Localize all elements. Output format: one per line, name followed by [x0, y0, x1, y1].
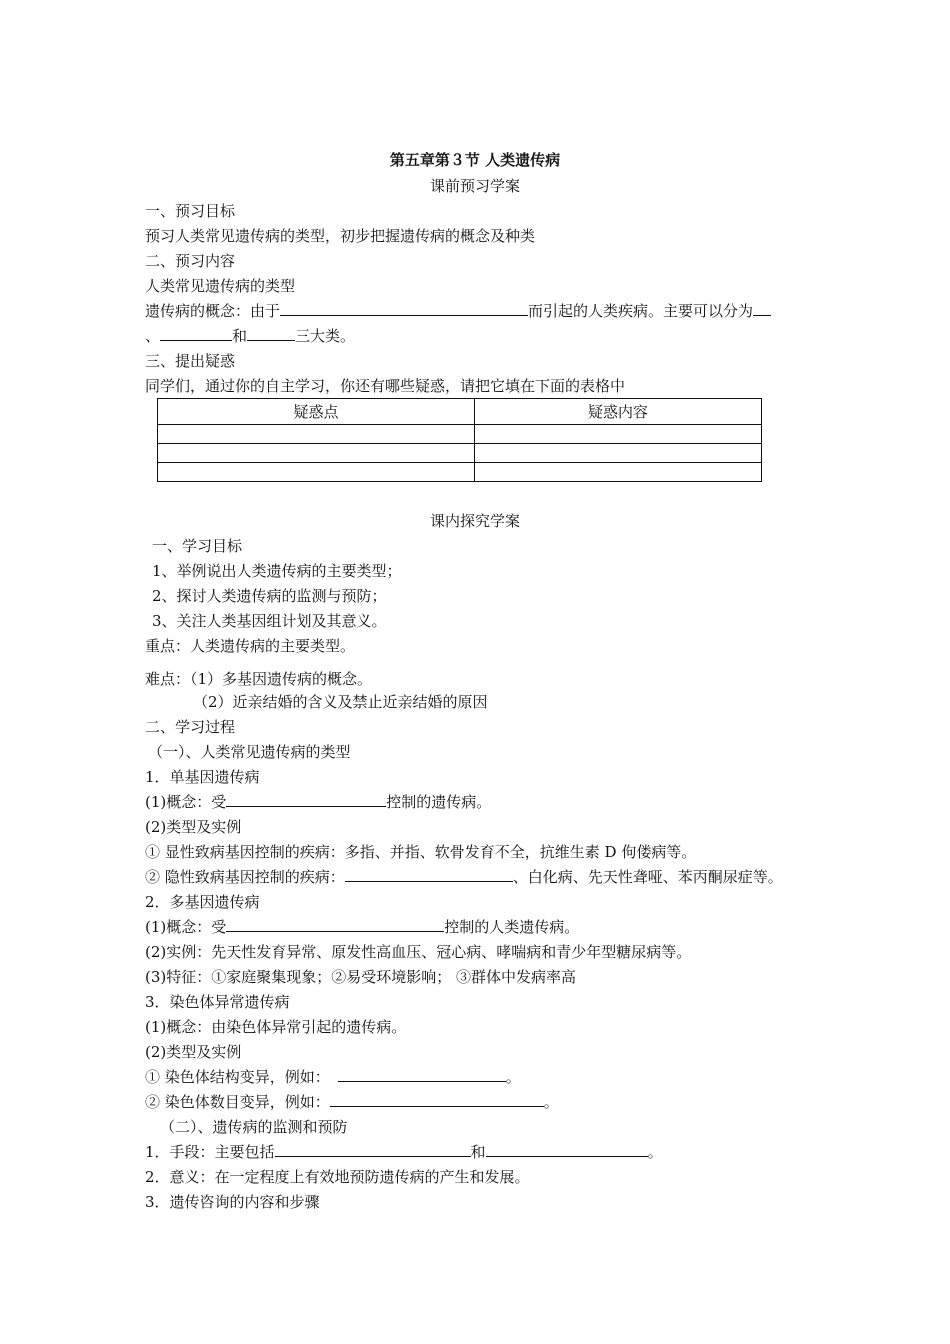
chrom-struct-blank[interactable]	[338, 1067, 506, 1082]
preview-content-heading: 二、预习内容	[145, 252, 236, 270]
concept-text-d: 和	[232, 327, 248, 345]
questions-heading: 三、提出疑惑	[145, 352, 236, 370]
preview-goal-heading: 一、预习目标	[145, 202, 236, 220]
learning-process-heading: 二、学习过程	[145, 718, 236, 736]
means-text-b: 和	[470, 1143, 486, 1161]
concept-blank-1[interactable]	[280, 301, 528, 316]
learning-goal-item: 3、关注人类基因组计划及其意义。	[152, 612, 387, 630]
multi-gene-concept-line	[145, 917, 579, 937]
chromosome-types: (2)类型及实例	[145, 1043, 242, 1061]
means-text-a: 1．手段：主要包括	[145, 1143, 275, 1161]
table-cell[interactable]	[475, 425, 762, 444]
genetic-disease-concept-line	[145, 301, 771, 321]
means-blank-2[interactable]	[486, 1142, 648, 1157]
genetic-disease-types-line	[145, 326, 355, 346]
chromosome-concept: (1)概念：由染色体异常引起的遗传病。	[145, 1018, 407, 1036]
chrom-num-text-a: ② 染色体数目变异，例如：	[145, 1093, 330, 1111]
learning-goal-item: 1、举例说出人类遗传病的主要类型；	[152, 562, 402, 580]
recessive-text-b: 、白化病、先天性聋哑、苯丙酮尿症等。	[512, 868, 783, 886]
page-title: 第五章第３节 人类遗传病	[389, 151, 561, 169]
table-header-question-point: 疑惑点	[158, 399, 475, 425]
chrom-num-text-b: 。	[543, 1093, 559, 1111]
table-cell[interactable]	[158, 444, 475, 463]
part1-heading: （一）、人类常见遗传病的类型	[148, 743, 351, 761]
monitoring-significance: 2．意义：在一定程度上有效地预防遗传病的产生和发展。	[145, 1168, 530, 1186]
chrom-struct-text-a: ① 染色体结构变异，例如：	[145, 1068, 330, 1086]
recessive-blank[interactable]	[345, 867, 513, 882]
genetic-counseling: 3．遗传咨询的内容和步骤	[145, 1193, 320, 1211]
pre-class-heading: 课前预习学案	[429, 177, 520, 195]
multi-gene-heading: 2．多基因遗传病	[145, 893, 260, 911]
questions-table	[157, 398, 762, 482]
single-concept-text-a: (1)概念：受	[145, 793, 227, 811]
table-row	[158, 425, 762, 444]
questions-text: 同学们，通过你的自主学习，你还有哪些疑惑，请把它填在下面的表格中	[145, 377, 626, 395]
concept-text-b: 而引起的人类疾病。主要可以分为	[528, 302, 754, 320]
in-class-heading: 课内探究学案	[429, 512, 520, 530]
preview-goal-text: 预习人类常见遗传病的类型，初步把握遗传病的概念及种类	[145, 227, 536, 245]
learning-goal-item: 2、探讨人类遗传病的监测与预防；	[152, 587, 387, 605]
chrom-num-blank[interactable]	[330, 1092, 544, 1107]
concept-text-e: 三大类。	[295, 327, 356, 345]
preview-content-subheading: 人类常见遗传病的类型	[145, 277, 296, 295]
monitoring-means-line	[145, 1142, 663, 1162]
key-point: 重点：人类遗传病的主要类型。	[145, 637, 356, 655]
part2-heading: （二）、遗传病的监测和预防	[160, 1118, 348, 1136]
table-header-row	[158, 399, 762, 425]
concept-blank-2[interactable]	[753, 301, 771, 316]
multi-concept-blank[interactable]	[226, 917, 444, 932]
multi-concept-text-b: 控制的人类遗传病。	[444, 918, 580, 936]
concept-blank-4[interactable]	[247, 326, 295, 341]
means-text-c: 。	[647, 1143, 663, 1161]
multi-gene-features: (3)特征：①家庭聚集现象；②易受环境影响； ③群体中发病率高	[145, 968, 577, 986]
recessive-text-a: ② 隐性致病基因控制的疾病：	[145, 868, 345, 886]
single-gene-types: (2)类型及实例	[145, 818, 242, 836]
table-cell[interactable]	[158, 425, 475, 444]
chromosome-number-line	[145, 1092, 559, 1112]
multi-concept-text-a: (1)概念：受	[145, 918, 227, 936]
single-concept-blank[interactable]	[226, 792, 386, 807]
concept-text-c: 、	[145, 327, 161, 345]
table-cell[interactable]	[475, 444, 762, 463]
table-header-question-content: 疑惑内容	[475, 399, 762, 425]
table-row	[158, 463, 762, 482]
single-gene-concept-line	[145, 792, 491, 812]
table-cell[interactable]	[158, 463, 475, 482]
difficulty-2: （2）近亲结婚的含义及禁止近亲结婚的原因	[193, 693, 488, 711]
chromosome-heading: 3．染色体异常遗传病	[145, 993, 290, 1011]
table-row	[158, 444, 762, 463]
recessive-diseases-line	[145, 867, 783, 887]
chrom-struct-text-b: 。	[505, 1068, 521, 1086]
single-gene-heading: 1．单基因遗传病	[145, 768, 260, 786]
single-concept-text-b: 控制的遗传病。	[386, 793, 492, 811]
difficulty-1: 难点：（1）多基因遗传病的概念。	[145, 670, 373, 688]
multi-gene-examples: (2)实例：先天性发育异常、原发性高血压、冠心病、哮喘病和青少年型糖尿病等。	[145, 943, 692, 961]
chromosome-structure-line	[145, 1067, 521, 1087]
means-blank-1[interactable]	[275, 1142, 471, 1157]
concept-blank-3[interactable]	[160, 326, 232, 341]
table-cell[interactable]	[475, 463, 762, 482]
dominant-diseases: ① 显性致病基因控制的疾病：多指、并指、软骨发育不全，抗维生素 D 佝偻病等。	[145, 843, 697, 861]
learning-goals-heading: 一、学习目标	[152, 537, 243, 555]
concept-text-a: 遗传病的概念：由于	[145, 302, 281, 320]
